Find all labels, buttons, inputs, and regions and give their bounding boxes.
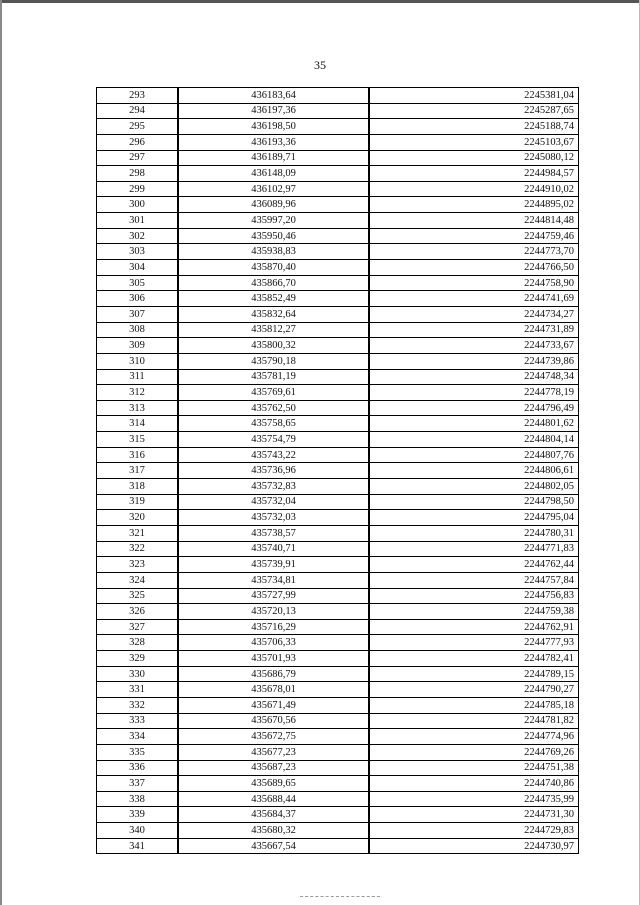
y-coordinate-cell: 2244731,89 [369, 322, 579, 338]
table-row [97, 103, 579, 119]
table-row [97, 353, 579, 369]
coordinates-table-body [97, 88, 579, 854]
y-coordinate-cell: 2244814,48 [369, 213, 579, 229]
x-coordinate-cell: 435769,61 [178, 385, 369, 401]
y-coordinate-cell: 2244804,14 [369, 432, 579, 448]
point-number-cell: 338 [97, 791, 179, 807]
x-coordinate-cell: 435740,71 [178, 541, 369, 557]
point-number-cell: 295 [97, 119, 179, 135]
x-coordinate-cell: 435950,46 [178, 228, 369, 244]
point-number-cell: 330 [97, 666, 179, 682]
x-coordinate-cell: 436198,50 [178, 119, 369, 135]
y-coordinate-cell: 2244789,15 [369, 666, 579, 682]
y-coordinate-cell: 2244741,69 [369, 291, 579, 307]
table-row [97, 181, 579, 197]
x-coordinate-cell: 435736,96 [178, 463, 369, 479]
table-row [97, 697, 579, 713]
point-number-cell: 318 [97, 479, 179, 495]
x-coordinate-cell: 436089,96 [178, 197, 369, 213]
point-number-cell: 302 [97, 228, 179, 244]
table-row [97, 322, 579, 338]
table-row [97, 119, 579, 135]
page-number: 35 [314, 58, 326, 72]
point-number-cell: 308 [97, 322, 179, 338]
y-coordinate-cell: 2245381,04 [369, 88, 579, 104]
point-number-cell: 310 [97, 353, 179, 369]
x-coordinate-cell: 436183,64 [178, 88, 369, 104]
point-number-cell: 332 [97, 697, 179, 713]
x-coordinate-cell: 435997,20 [178, 213, 369, 229]
y-coordinate-cell: 2244739,86 [369, 353, 579, 369]
y-coordinate-cell: 2244766,50 [369, 260, 579, 276]
table-row [97, 510, 579, 526]
y-coordinate-cell: 2244740,86 [369, 776, 579, 792]
x-coordinate-cell: 435734,81 [178, 572, 369, 588]
point-number-cell: 300 [97, 197, 179, 213]
y-coordinate-cell: 2244798,50 [369, 494, 579, 510]
x-coordinate-cell: 435672,75 [178, 729, 369, 745]
x-coordinate-cell: 435732,04 [178, 494, 369, 510]
table-row [97, 682, 579, 698]
point-number-cell: 309 [97, 338, 179, 354]
point-number-cell: 319 [97, 494, 179, 510]
point-number-cell: 333 [97, 713, 179, 729]
point-number-cell: 307 [97, 306, 179, 322]
x-coordinate-cell: 435689,65 [178, 776, 369, 792]
table-row [97, 432, 579, 448]
point-number-cell: 311 [97, 369, 179, 385]
point-number-cell: 294 [97, 103, 179, 119]
table-row [97, 619, 579, 635]
table-row [97, 494, 579, 510]
x-coordinate-cell: 435739,91 [178, 557, 369, 573]
x-coordinate-cell: 435781,19 [178, 369, 369, 385]
scan-bottom-marks [300, 896, 380, 899]
y-coordinate-cell: 2244790,27 [369, 682, 579, 698]
x-coordinate-cell: 435701,93 [178, 651, 369, 667]
point-number-cell: 305 [97, 275, 179, 291]
x-coordinate-cell: 436148,09 [178, 166, 369, 182]
point-number-cell: 329 [97, 651, 179, 667]
x-coordinate-cell: 436102,97 [178, 181, 369, 197]
y-coordinate-cell: 2244781,82 [369, 713, 579, 729]
x-coordinate-cell: 435852,49 [178, 291, 369, 307]
y-coordinate-cell: 2244785,18 [369, 697, 579, 713]
y-coordinate-cell: 2244751,38 [369, 760, 579, 776]
table-row [97, 541, 579, 557]
point-number-cell: 301 [97, 213, 179, 229]
y-coordinate-cell: 2244771,83 [369, 541, 579, 557]
x-coordinate-cell: 435938,83 [178, 244, 369, 260]
x-coordinate-cell: 435671,49 [178, 697, 369, 713]
table-row [97, 244, 579, 260]
x-coordinate-cell: 435670,56 [178, 713, 369, 729]
x-coordinate-cell: 435720,13 [178, 604, 369, 620]
y-coordinate-cell: 2244756,83 [369, 588, 579, 604]
table-row [97, 791, 579, 807]
table-row [97, 838, 579, 854]
point-number-cell: 326 [97, 604, 179, 620]
x-coordinate-cell: 436189,71 [178, 150, 369, 166]
x-coordinate-cell: 435800,32 [178, 338, 369, 354]
y-coordinate-cell: 2244777,93 [369, 635, 579, 651]
x-coordinate-cell: 435716,29 [178, 619, 369, 635]
x-coordinate-cell: 435738,57 [178, 525, 369, 541]
y-coordinate-cell: 2244731,30 [369, 807, 579, 823]
x-coordinate-cell: 435743,22 [178, 447, 369, 463]
table-row [97, 400, 579, 416]
y-coordinate-cell: 2244796,49 [369, 400, 579, 416]
coordinates-table [96, 87, 579, 854]
x-coordinate-cell: 435732,83 [178, 479, 369, 495]
point-number-cell: 325 [97, 588, 179, 604]
x-coordinate-cell: 435790,18 [178, 353, 369, 369]
y-coordinate-cell: 2244769,26 [369, 744, 579, 760]
table-row [97, 369, 579, 385]
y-coordinate-cell: 2245287,65 [369, 103, 579, 119]
table-row [97, 604, 579, 620]
y-coordinate-cell: 2244757,84 [369, 572, 579, 588]
table-row [97, 228, 579, 244]
point-number-cell: 297 [97, 150, 179, 166]
table-row [97, 760, 579, 776]
table-row [97, 385, 579, 401]
x-coordinate-cell: 435706,33 [178, 635, 369, 651]
table-row [97, 213, 579, 229]
x-coordinate-cell: 435758,65 [178, 416, 369, 432]
y-coordinate-cell: 2244734,27 [369, 306, 579, 322]
y-coordinate-cell: 2244730,97 [369, 838, 579, 854]
point-number-cell: 335 [97, 744, 179, 760]
point-number-cell: 316 [97, 447, 179, 463]
point-number-cell: 303 [97, 244, 179, 260]
x-coordinate-cell: 435832,64 [178, 306, 369, 322]
table-row [97, 166, 579, 182]
point-number-cell: 313 [97, 400, 179, 416]
y-coordinate-cell: 2244759,38 [369, 604, 579, 620]
table-row [97, 525, 579, 541]
y-coordinate-cell: 2244762,44 [369, 557, 579, 573]
y-coordinate-cell: 2244758,90 [369, 275, 579, 291]
y-coordinate-cell: 2244795,04 [369, 510, 579, 526]
y-coordinate-cell: 2244774,96 [369, 729, 579, 745]
table-row [97, 306, 579, 322]
point-number-cell: 299 [97, 181, 179, 197]
x-coordinate-cell: 435866,70 [178, 275, 369, 291]
y-coordinate-cell: 2244801,62 [369, 416, 579, 432]
table-row [97, 291, 579, 307]
y-coordinate-cell: 2244778,19 [369, 385, 579, 401]
point-number-cell: 293 [97, 88, 179, 104]
scan-edge-top [0, 0, 640, 3]
point-number-cell: 296 [97, 134, 179, 150]
x-coordinate-cell: 435684,37 [178, 807, 369, 823]
point-number-cell: 324 [97, 572, 179, 588]
table-row [97, 260, 579, 276]
point-number-cell: 322 [97, 541, 179, 557]
point-number-cell: 328 [97, 635, 179, 651]
point-number-cell: 314 [97, 416, 179, 432]
table-row [97, 713, 579, 729]
y-coordinate-cell: 2244895,02 [369, 197, 579, 213]
table-row [97, 776, 579, 792]
y-coordinate-cell: 2244759,46 [369, 228, 579, 244]
x-coordinate-cell: 435732,03 [178, 510, 369, 526]
table-row [97, 807, 579, 823]
y-coordinate-cell: 2244782,41 [369, 651, 579, 667]
table-row [97, 479, 579, 495]
y-coordinate-cell: 2244807,76 [369, 447, 579, 463]
table-row [97, 666, 579, 682]
point-number-cell: 304 [97, 260, 179, 276]
x-coordinate-cell: 435688,44 [178, 791, 369, 807]
table-row [97, 197, 579, 213]
point-number-cell: 323 [97, 557, 179, 573]
x-coordinate-cell: 435754,79 [178, 432, 369, 448]
x-coordinate-cell: 435677,23 [178, 744, 369, 760]
point-number-cell: 321 [97, 525, 179, 541]
table-row [97, 447, 579, 463]
table-row [97, 572, 579, 588]
y-coordinate-cell: 2244762,91 [369, 619, 579, 635]
y-coordinate-cell: 2244780,31 [369, 525, 579, 541]
point-number-cell: 312 [97, 385, 179, 401]
x-coordinate-cell: 435727,99 [178, 588, 369, 604]
y-coordinate-cell: 2244748,34 [369, 369, 579, 385]
point-number-cell: 334 [97, 729, 179, 745]
table-row [97, 88, 579, 104]
point-number-cell: 331 [97, 682, 179, 698]
table-row [97, 134, 579, 150]
x-coordinate-cell: 435678,01 [178, 682, 369, 698]
x-coordinate-cell: 435687,23 [178, 760, 369, 776]
y-coordinate-cell: 2244984,57 [369, 166, 579, 182]
table-row [97, 588, 579, 604]
table-row [97, 338, 579, 354]
x-coordinate-cell: 436197,36 [178, 103, 369, 119]
point-number-cell: 298 [97, 166, 179, 182]
x-coordinate-cell: 435680,32 [178, 823, 369, 839]
x-coordinate-cell: 435812,27 [178, 322, 369, 338]
y-coordinate-cell: 2244806,61 [369, 463, 579, 479]
x-coordinate-cell: 436193,36 [178, 134, 369, 150]
point-number-cell: 341 [97, 838, 179, 854]
table-row [97, 823, 579, 839]
y-coordinate-cell: 2245188,74 [369, 119, 579, 135]
point-number-cell: 306 [97, 291, 179, 307]
y-coordinate-cell: 2244802,05 [369, 479, 579, 495]
table-row [97, 275, 579, 291]
y-coordinate-cell: 2245103,67 [369, 134, 579, 150]
table-row [97, 150, 579, 166]
point-number-cell: 336 [97, 760, 179, 776]
y-coordinate-cell: 2244733,67 [369, 338, 579, 354]
x-coordinate-cell: 435686,79 [178, 666, 369, 682]
table-row [97, 416, 579, 432]
y-coordinate-cell: 2244735,99 [369, 791, 579, 807]
y-coordinate-cell: 2244773,70 [369, 244, 579, 260]
table-row [97, 557, 579, 573]
y-coordinate-cell: 2244910,02 [369, 181, 579, 197]
point-number-cell: 327 [97, 619, 179, 635]
point-number-cell: 315 [97, 432, 179, 448]
table-row [97, 463, 579, 479]
x-coordinate-cell: 435667,54 [178, 838, 369, 854]
point-number-cell: 320 [97, 510, 179, 526]
table-row [97, 635, 579, 651]
point-number-cell: 340 [97, 823, 179, 839]
x-coordinate-cell: 435762,50 [178, 400, 369, 416]
point-number-cell: 339 [97, 807, 179, 823]
scan-edge-left [0, 0, 2, 905]
y-coordinate-cell: 2244729,83 [369, 823, 579, 839]
y-coordinate-cell: 2245080,12 [369, 150, 579, 166]
table-row [97, 651, 579, 667]
table-row [97, 729, 579, 745]
point-number-cell: 337 [97, 776, 179, 792]
point-number-cell: 317 [97, 463, 179, 479]
table-row [97, 744, 579, 760]
x-coordinate-cell: 435870,40 [178, 260, 369, 276]
